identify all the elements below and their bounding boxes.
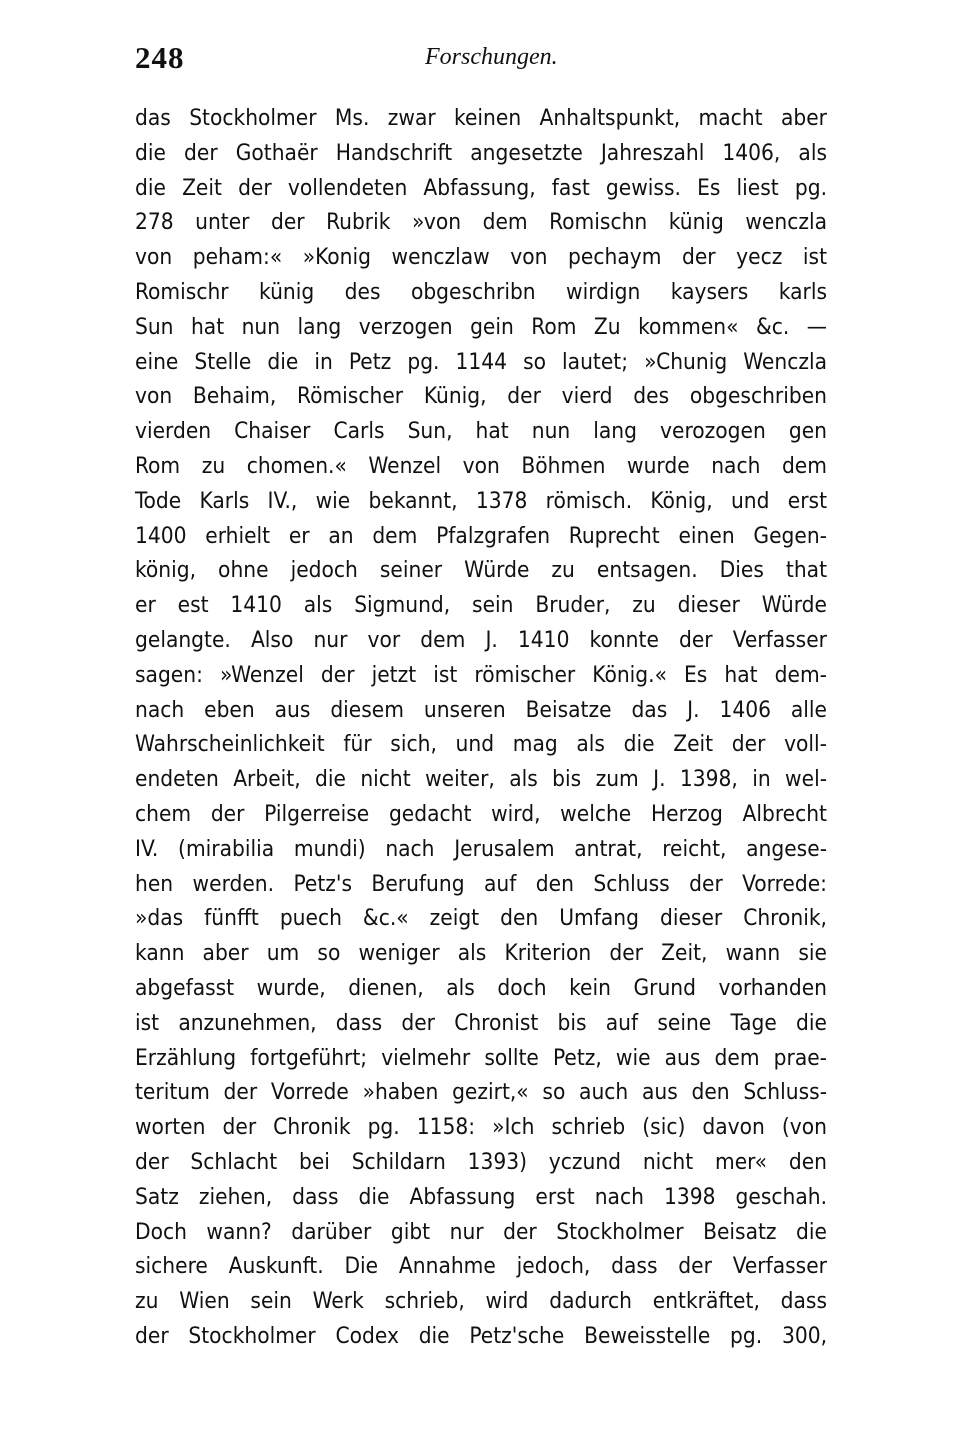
- text-line: Rom zu chomen.« Wenzel von Böhmen wurde nach dem: [135, 452, 827, 479]
- text-line: hen werden. Petz's Berufung auf den Schluss der Vorrede:: [135, 870, 827, 897]
- text-line: 278 unter der Rubrik »von dem Romischn künig wenczla: [135, 209, 827, 236]
- text-line: von Behaim, Römischer Künig, der vierd des obgeschriben: [135, 383, 827, 410]
- text-line: »das fünfft puech &c.« zeigt den Umfang dieser Chronik,: [135, 905, 827, 932]
- text-line: Tode Karls IV., wie bekannt, 1378 römisch. König, und erst: [135, 487, 827, 514]
- text-line: kann aber um so weniger als Kriterion der Zeit, wann sie: [135, 940, 827, 967]
- text-line: eine Stelle die in Petz pg. 1144 so lautet; »Chunig Wenczla: [135, 348, 827, 375]
- text-line: die Zeit der vollendeten Abfassung, fast gewiss. Es liest pg.: [135, 174, 827, 201]
- text-line: Doch wann? darüber gibt nur der Stockholmer Beisatz die: [135, 1218, 827, 1245]
- body-text: [135, 101, 827, 1354]
- text-line: sichere Auskunft. Die Annahme jedoch, dass der Verfasser: [135, 1253, 827, 1280]
- running-title: Forschungen.: [425, 44, 558, 70]
- text-line: nach eben aus diesem unseren Beisatze das J. 1406 alle: [135, 696, 827, 723]
- text-line: das Stockholmer Ms. zwar keinen Anhaltspunkt, macht aber: [135, 105, 827, 131]
- text-line: der Schlacht bei Schildarn 1393) yczund nicht mer« den: [135, 1148, 827, 1175]
- text-line: ist anzunehmen, dass der Chronist bis auf seine Tage die: [135, 1009, 827, 1036]
- text-line: Wahrscheinlichkeit für sich, und mag als die Zeit der voll-: [135, 731, 827, 758]
- text-line: abgefasst wurde, dienen, als doch kein Grund vorhanden: [135, 974, 827, 1001]
- text-line: der Stockholmer Codex die Petz'sche Beweisstelle pg. 300,: [135, 1322, 827, 1349]
- text-line: er est 1410 als Sigmund, sein Bruder, zu dieser Würde: [135, 592, 827, 619]
- text-line: vierden Chaiser Carls Sun, hat nun lang verozogen gen: [135, 418, 827, 445]
- text-line: Satz ziehen, dass die Abfassung erst nach 1398 geschah.: [135, 1183, 827, 1210]
- text-line: chem der Pilgerreise gedacht wird, welche Herzog Albrecht: [135, 800, 827, 827]
- text-line: zu Wien sein Werk schrieb, wird dadurch entkräftet, dass: [135, 1288, 827, 1315]
- text-line: Sun hat nun lang verzogen gein Rom Zu kommen« &c. —: [135, 313, 827, 340]
- text-line: teritum der Vorrede »haben gezirt,« so auch aus den Schluss-: [135, 1079, 827, 1106]
- text-line: die der Gothaër Handschrift angesetzte Jahreszahl 1406, als: [135, 139, 827, 166]
- text-line: endeten Arbeit, die nicht weiter, als bis zum J. 1398, in wel-: [135, 766, 827, 793]
- text-line: worten der Chronik pg. 1158: »Ich schrieb (sic) davon (von: [135, 1114, 827, 1141]
- text-line: Erzählung fortgeführt; vielmehr sollte Petz, wie aus dem prae-: [135, 1044, 827, 1071]
- text-line: könig, ohne jedoch seiner Würde zu entsagen. Dies that: [135, 557, 827, 584]
- text-line: Romischr künig des obgeschribn wirdign kaysers karls: [135, 278, 827, 305]
- text-line: von peham:« »Konig wenczlaw von pechaym der yecz ist: [135, 244, 827, 271]
- page-number: 248: [135, 40, 185, 75]
- text-line: IV. (mirabilia mundi) nach Jerusalem antrat, reicht, angese-: [135, 835, 827, 862]
- text-line: 1400 erhielt er an dem Pfalzgrafen Ruprecht einen Gegen-: [135, 522, 827, 549]
- text-line: sagen: »Wenzel der jetzt ist römischer König.« Es hat dem-: [135, 661, 827, 688]
- text-line: gelangte. Also nur vor dem J. 1410 konnte der Verfasser: [135, 626, 827, 653]
